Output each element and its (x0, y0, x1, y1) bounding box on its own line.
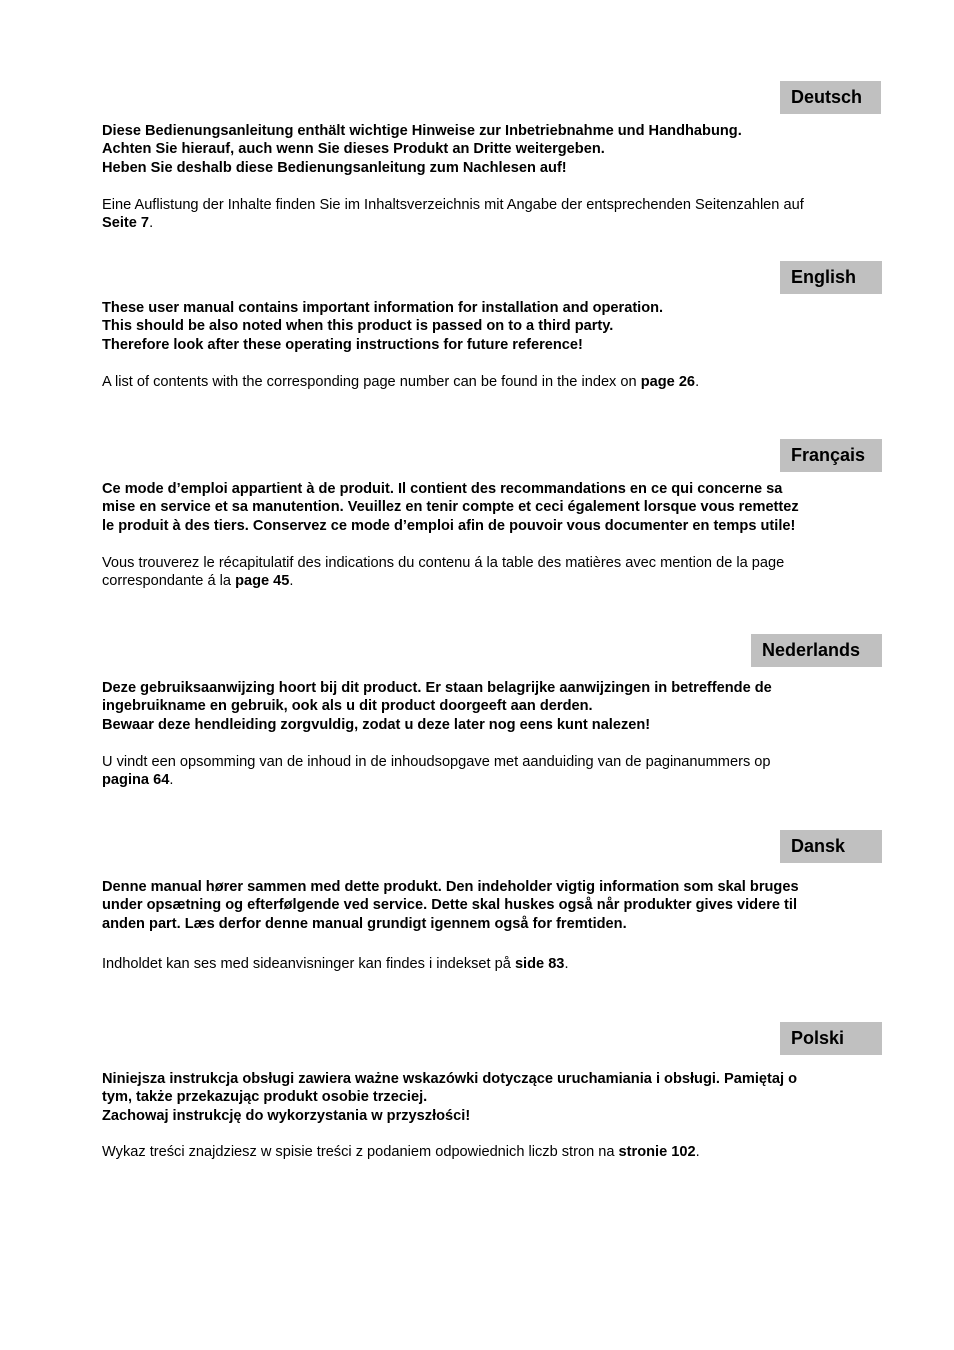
contents-note (102, 196, 882, 233)
page-reference: side 83 (514, 956, 565, 972)
note-line: Eine Auflistung der Inhalte finden Sie im Inhaltsverzeichnis mit Angabe der entsprechenden Seitenzahlen auf (102, 197, 804, 213)
intro-line: tym, także przekazując produkt osobie trzeciej. (102, 1089, 428, 1106)
intro-line: Deze gebruiksaanwijzing hoort bij dit product. Er staan belagrijke aanwijzingen in betreffende de (102, 680, 772, 696)
intro-line: under opsætning og efterfølgende ved service. Dette skal huskes også når produkter gives videre til (102, 897, 798, 914)
note-line: U vindt een opsomming van de inhoud in de inhoudsopgave met aanduiding van de paginanummers op (102, 754, 771, 770)
contents-note (102, 554, 882, 591)
intro-line: anden part. Læs derfor denne manual grundigt igennem også for fremtiden. (102, 915, 627, 932)
language-tab-francais: Français (780, 439, 882, 472)
intro-line: These user manual contains important information for installation and operation. (102, 300, 664, 316)
note-line: correspondante á la page 45. (102, 573, 294, 590)
page-reference: page 45 (235, 573, 290, 590)
intro-line: Denne manual hører sammen med dette produkt. Den indeholder vigtig information som skal bruges (102, 879, 799, 895)
page-reference: Seite 7 (102, 215, 150, 232)
note-line: pagina 64. (102, 772, 174, 789)
page-reference: pagina 64 (102, 772, 170, 789)
intro-text (102, 1070, 882, 1125)
intro-line: Bewaar deze hendleiding zorgvuldig, zodat u deze later nog eens kunt nalezen! (102, 716, 651, 733)
intro-line: mise en service et sa manutention. Veuillez en tenir compte et ceci également lorsque vous remettez (102, 499, 799, 516)
intro-text (102, 878, 882, 933)
intro-line: Ce mode d’emploi appartient à de produit. Il contient des recommandations en ce qui concerne sa (102, 481, 783, 497)
note-line: A list of contents with the corresponding page number can be found in the index on page 26. (102, 374, 700, 390)
language-tab-deutsch: Deutsch (780, 81, 881, 114)
intro-text (102, 480, 882, 535)
intro-line: ingebruikname en gebruik, ook als u dit product doorgeeft aan derden. (102, 698, 593, 715)
intro-text (102, 679, 882, 734)
page-reference: stronie 102 (618, 1144, 696, 1160)
intro-line: Therefore look after these operating instructions for future reference! (102, 336, 583, 353)
contents-note (102, 753, 882, 790)
intro-line: le produit à des tiers. Conservez ce mode d’emploi afin de pouvoir vous documenter en temps utile! (102, 517, 796, 534)
intro-text (102, 299, 882, 354)
language-tab-dansk: Dansk (780, 830, 882, 863)
note-line: Wykaz treści znajdziesz w spisie treści z podaniem odpowiednich liczb stron na stronie 102. (102, 1144, 700, 1160)
note-line: Vous trouverez le récapitulatif des indications du contenu á la table des matières avec mention de la page (102, 555, 785, 571)
language-tab-english: English (780, 261, 882, 294)
intro-line: Achten Sie hierauf, auch wenn Sie dieses Produkt an Dritte weitergeben. (102, 141, 605, 158)
intro-line: This should be also noted when this product is passed on to a third party. (102, 318, 614, 335)
language-tab-polski: Polski (780, 1022, 882, 1055)
contents-note (102, 373, 882, 391)
intro-line: Zachowaj instrukcję do wykorzystania w przyszłości! (102, 1107, 471, 1124)
note-line: Indholdet kan ses med sideanvisninger kan findes i indekset på side 83. (102, 956, 569, 972)
page-reference: page 26 (640, 374, 696, 390)
language-tab-nederlands: Nederlands (751, 634, 882, 667)
contents-note (102, 1143, 882, 1161)
contents-note (102, 955, 882, 973)
intro-line: Heben Sie deshalb diese Bedienungsanleitung zum Nachlesen auf! (102, 159, 567, 176)
intro-line: Diese Bedienungsanleitung enthält wichtige Hinweise zur Inbetriebnahme und Handhabung. (102, 123, 742, 139)
note-line: Seite 7. (102, 215, 154, 232)
intro-text (102, 122, 882, 177)
intro-line: Niniejsza instrukcja obsługi zawiera ważne wskazówki dotyczące uruchamiania i obsługi. Pamiętaj o (102, 1071, 798, 1087)
